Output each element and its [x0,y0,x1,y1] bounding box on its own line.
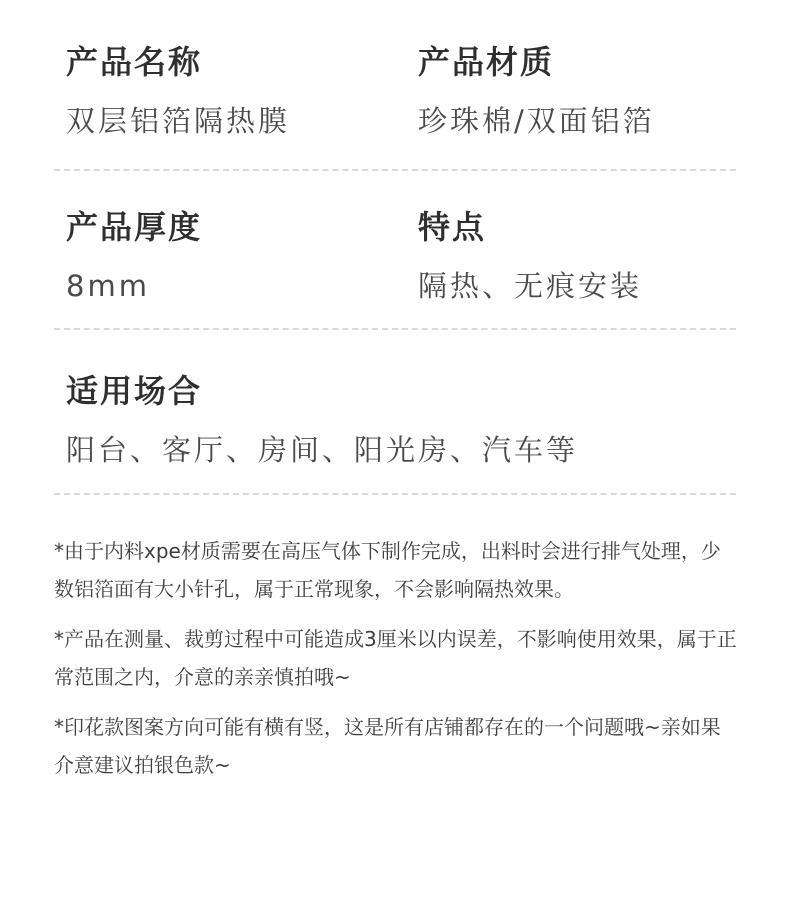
note-pinholes: *由于内料xpe材质需要在高压气体下制作完成，出料时会进行排气处理，少数铝箔面有大小针孔，属于正常现象，不会影响隔热效果。 [54,539,721,601]
spec-value-feature: 隔热、无痕安装 [418,269,643,303]
spec-value-name: 双层铝箔隔热膜 [66,104,291,138]
dashed-divider [54,493,736,495]
spec-value-material: 珍珠棉/双面铝箔 [418,104,655,138]
spec-row-name-material [54,42,736,140]
note-measurement-error: *产品在测量、裁剪过程中可能造成3厘米以内误差，不影响使用效果，属于正常范围之内，介意的亲亲慎拍哦~ [54,627,737,689]
spec-value-usage: 阳台、客厅、房间、阳光房、汽车等 [66,433,579,467]
spec-item-feature [418,207,736,305]
spec-label-usage: 适用场合 [66,372,203,410]
spec-label-feature: 特点 [418,208,487,246]
dashed-divider [54,169,736,171]
notes-section [54,532,738,796]
spec-item-thickness [54,207,418,305]
spec-label-thickness: 产品厚度 [66,208,203,246]
spec-item-name [54,42,418,140]
spec-item-usage [54,371,736,469]
spec-label-material: 产品材质 [418,43,555,81]
spec-value-thickness: 8mm [66,269,150,303]
note-print-direction: *印花款图案方向可能有横有竖，这是所有店铺都存在的一个问题哦~亲如果介意建议拍银色款~ [54,715,721,777]
spec-label-name: 产品名称 [66,43,203,81]
spec-row-thickness-feature [54,207,736,305]
spec-row-usage [54,371,736,469]
spec-item-material [418,42,736,140]
dashed-divider [54,328,736,330]
